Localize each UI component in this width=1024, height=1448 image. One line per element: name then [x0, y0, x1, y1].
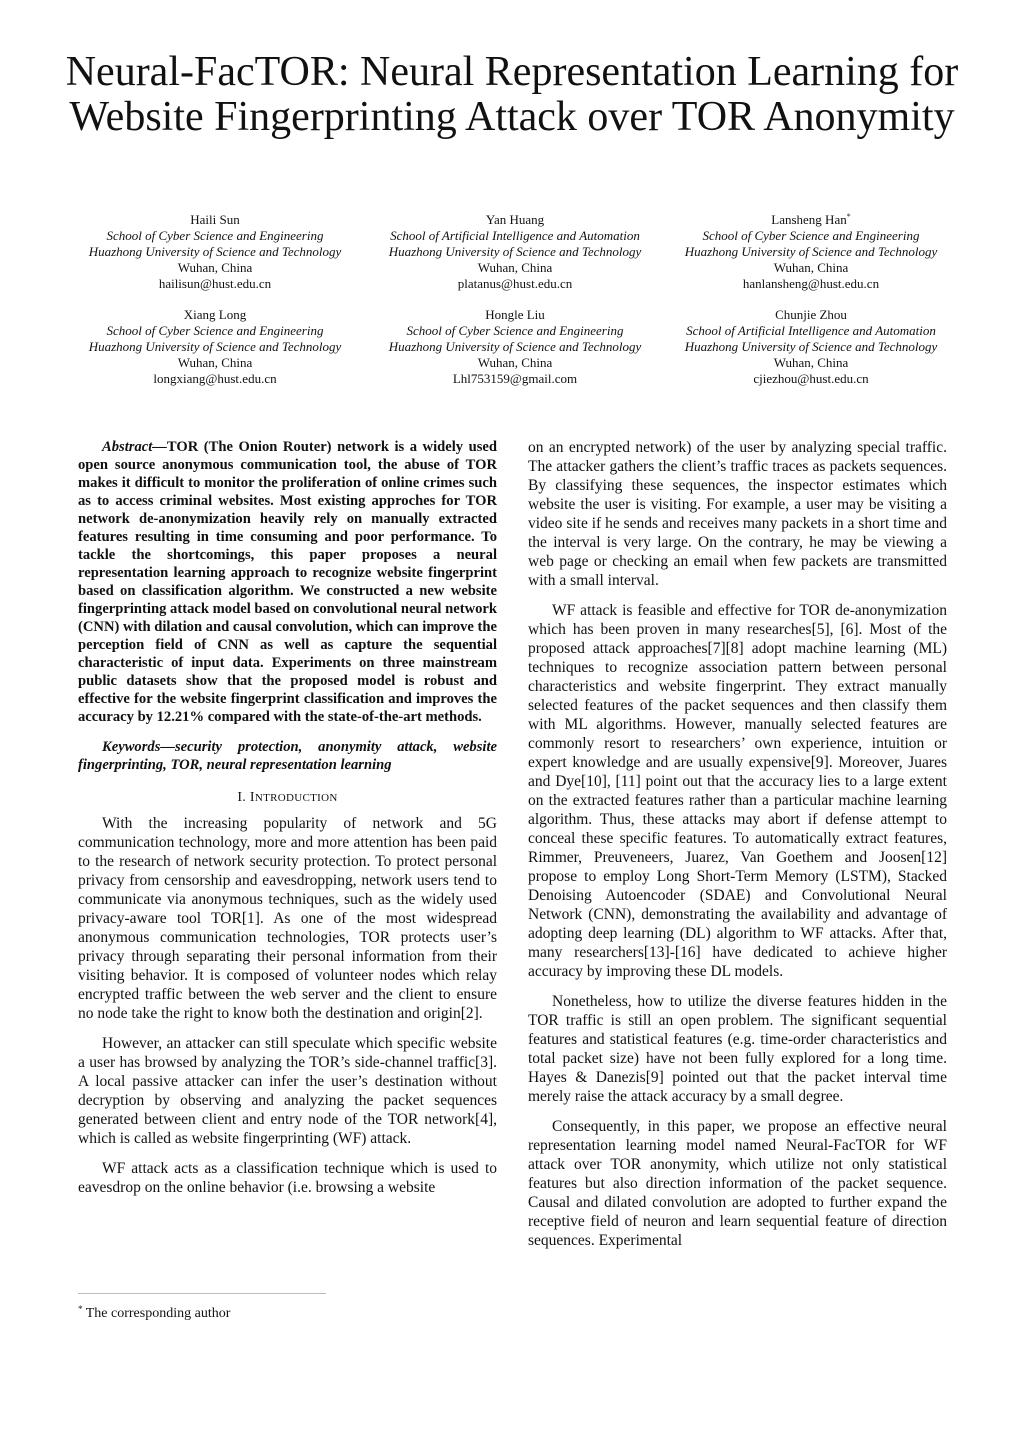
author-university: Huazhong University of Science and Technology: [388, 339, 642, 354]
author-university: Huazhong University of Science and Technology: [88, 244, 342, 259]
author-name-line: [661, 212, 961, 228]
author-email[interactable]: cjiezhou@hust.edu.cn: [753, 371, 869, 386]
author-university: Huazhong University of Science and Technology: [88, 339, 342, 354]
author-affiliation: School of Cyber Science and Engineering: [106, 228, 324, 243]
author-block: [661, 307, 961, 387]
author-name: Hongle Liu: [485, 307, 545, 322]
author-block: [365, 212, 665, 292]
paper-title: Neural-FacTOR: Neural Representation Learning for Website Fingerprinting Attack over TOR Anonymity: [65, 49, 959, 140]
author-name: Yan Huang: [485, 212, 545, 227]
footnote: [78, 1305, 230, 1323]
author-block: [65, 307, 365, 387]
abstract-label: Abstract—: [102, 439, 167, 455]
author-city: Wuhan, China: [477, 355, 553, 370]
paragraph: WF attack acts as a classification technique which is used to eavesdrop on the online behavior (i.e. browsing a website: [78, 1160, 497, 1196]
footnote-text: The corresponding author: [82, 1306, 231, 1321]
paragraph: WF attack is feasible and effective for TOR de-anonymization which has been proven in many researches[5], [6]. Most of the proposed attack approaches[7][8] adopt machine learning (ML) techniques to recognize association pattern between personal characteristics and website fingerprint. They extract manually selected features of the packet sequences and then classify them with ML algorithms. However, manually selected features are commonly resort to researchers’ own experience, intuition or expert knowledge and are usually expensive[9]. Moreover, Juares and Dye[10], [11] point out that the accuracy lies to a large extent on the extracted features rather than a particular machine learning algorithm. Thus, these attacks may abort if defense attempt to conceal these specific features. To automatically extract features, Rimmer, Preuveneers, Juarez, Van Goethem and Joosen[12] propose to employ Long Short-Term Memory (LSTM), Stacked Denoising Autoencoder (SDAE) and Convolutional Neural Network (CNN), demonstrating the availability and advantage of adopting deep learning (DL) algorithm to WF attacks. After that, many researchers[13]-[16] have dedicated to achieve higher accuracy by improving these DL models.: [528, 602, 947, 980]
author-affiliation: School of Artificial Intelligence and Automation: [390, 228, 640, 243]
footnote-rule: [78, 1293, 326, 1294]
paragraph: Consequently, in this paper, we propose an effective neural representation learning model named Neural-FacTOR for WF attack over TOR anonymity, which utilize not only statistical features but also direction information of the packet sequence. Causal and dilated convolution are adopted to further expand the receptive field of neuron and learn sequential feature of direction sequences. Experimental: [528, 1118, 947, 1249]
paragraph: Nonetheless, how to utilize the diverse features hidden in the TOR traffic is still an open problem. The significant sequential features and statistical features (e.g. time-order characteristics and total packet size) have not been fully explored for a long time. Hayes & Danezis[9] pointed out that the packet interval time merely raise the attack accuracy by a small degree.: [528, 993, 947, 1105]
section-initial: I: [249, 790, 255, 805]
author-affiliation: School of Cyber Science and Engineering: [106, 323, 324, 338]
author-name: Chunjie Zhou: [775, 307, 847, 322]
author-affiliation: School of Artificial Intelligence and Automation: [686, 323, 936, 338]
author-block: [661, 212, 961, 292]
author-affiliation: School of Cyber Science and Engineering: [406, 323, 624, 338]
author-city: Wuhan, China: [177, 355, 253, 370]
section-number: I.: [237, 790, 247, 805]
author-city: Wuhan, China: [773, 355, 849, 370]
author-city: Wuhan, China: [477, 260, 553, 275]
left-column: [78, 438, 497, 1197]
section-title-rest: NTRODUCTION: [254, 792, 338, 804]
author-name: Haili Sun: [190, 212, 240, 227]
author-email[interactable]: hanlansheng@hust.edu.cn: [742, 276, 880, 291]
author-block: [365, 307, 665, 387]
keywords: Keywords—security protection, anonymity attack, website fingerprinting, TOR, neural representation learning: [78, 739, 497, 773]
footnote-mark: *: [78, 1304, 83, 1314]
author-university: Huazhong University of Science and Technology: [684, 244, 938, 259]
author-email[interactable]: Lhl753159@gmail.com: [452, 371, 578, 386]
paragraph: With the increasing popularity of network and 5G communication technology, more and more attention has been paid to the research of network security protection. To protect personal privacy from censorship and eavesdropping, network users tend to communicate via anonymous techniques, such as the widely used privacy-aware tool TOR[1]. As one of the most widespread anonymous communication technologies, TOR protects user’s privacy through separating their personal information from their visiting behavior. It is composed of volunteer nodes which relay encrypted traffic between the web server and the client to ensure no node take the right to know both the destination and origin[2].: [78, 815, 497, 1022]
corresponding-mark: *: [846, 212, 851, 221]
author-university: Huazhong University of Science and Technology: [388, 244, 642, 259]
abstract: [78, 438, 497, 726]
right-column: [528, 438, 947, 1250]
author-city: Wuhan, China: [177, 260, 253, 275]
author-email[interactable]: hailisun@hust.edu.cn: [158, 276, 272, 291]
author-affiliation: School of Cyber Science and Engineering: [702, 228, 920, 243]
abstract-text: TOR (The Onion Router) network is a widely used open source anonymous communication tool, the abuse of TOR makes it difficult to monitor the proliferation of online crimes such as to access criminal websites. Most existing approches for TOR network de-anonymization heavily rely on manually extracted features resulting in time consuming and poor performance. To tackle the shortcomings, this paper proposes a neural representation learning approach to recognize website fingerprint based on classification algorithm. We constructed a new website fingerprinting attack model based on convolutional neural network (CNN) with dilation and causal convolution, which can improve the perception field of CNN as well as capture the sequential characteristic of input data. Experiments on three mainstream public datasets show that the proposed model is robust and effective for the website fingerprint classification and improves the accuracy by 12.21% compared with the state-of-the-art methods.: [78, 439, 497, 725]
author-name: Xiang Long: [183, 307, 247, 322]
author-email[interactable]: longxiang@hust.edu.cn: [153, 371, 277, 386]
paragraph: However, an attacker can still speculate which specific website a user has browsed by analyzing the TOR’s side-channel traffic[3]. A local passive attacker can infer the user’s destination without decryption by observing and analyzing the packet sequences generated between client and entry node of the TOR network[4], which is called as website fingerprinting (WF) attack.: [78, 1035, 497, 1147]
paragraph: on an encrypted network) of the user by analyzing special traffic. The attacker gathers the client’s traffic traces as packets sequences. By classifying these sequences, the inspector estimates which website the user is visiting. For example, a user may be visiting a video site if he sends and receives many packets in a short time and the interval is very large. On the contrary, he may be viewing a web page or checking an email when few packets are transmitted with a small interval.: [528, 439, 947, 589]
section-heading: [78, 788, 497, 808]
author-block: [65, 212, 365, 292]
author-city: Wuhan, China: [773, 260, 849, 275]
author-university: Huazhong University of Science and Technology: [684, 339, 938, 354]
author-email[interactable]: platanus@hust.edu.cn: [457, 276, 573, 291]
author-name: Lansheng Han: [771, 212, 847, 227]
